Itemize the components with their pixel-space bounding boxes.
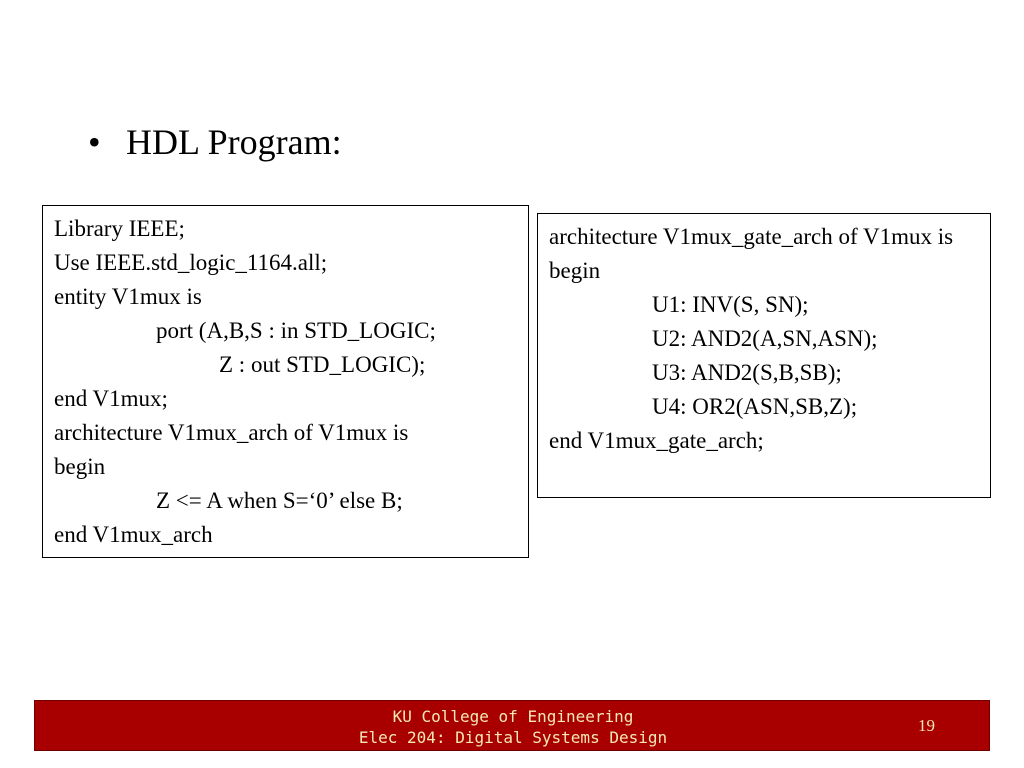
code-line: Library IEEE; <box>54 216 185 241</box>
bullet-icon: • <box>88 122 101 162</box>
entity-code-box <box>42 205 529 558</box>
code-line: end V1mux; <box>54 386 168 411</box>
code-line: Z <= A when S=‘0’ else B; <box>156 488 403 513</box>
footer-course: Elec 204: Digital Systems Design <box>358 728 668 747</box>
footer-college: KU College of Engineering <box>392 707 634 726</box>
code-line: architecture V1mux_gate_arch of V1mux is <box>549 224 954 249</box>
code-line: end V1mux_arch <box>54 522 213 547</box>
code-line: U1: INV(S, SN); <box>652 292 809 317</box>
code-line: architecture V1mux_arch of V1mux is <box>54 420 409 445</box>
code-line: port (A,B,S : in STD_LOGIC; <box>156 318 436 343</box>
code-line: entity V1mux is <box>54 284 202 309</box>
code-line: U3: AND2(S,B,SB); <box>652 360 842 385</box>
gate-architecture-code-box <box>537 213 991 498</box>
page-number: 19 <box>918 716 935 735</box>
slide-heading <box>88 118 342 166</box>
footer-text <box>35 706 991 748</box>
code-line: Z : out STD_LOGIC); <box>219 352 426 377</box>
footer-bar <box>34 700 990 751</box>
code-line: U4: OR2(ASN,SB,Z); <box>652 394 858 419</box>
code-line: end V1mux_gate_arch; <box>549 428 764 453</box>
code-line: begin <box>54 454 106 479</box>
code-line: U2: AND2(A,SN,ASN); <box>652 326 878 351</box>
code-line: Use IEEE.std_logic_1164.all; <box>54 250 328 275</box>
code-line: begin <box>549 258 601 283</box>
slide-heading-text: HDL Program: <box>126 122 342 162</box>
